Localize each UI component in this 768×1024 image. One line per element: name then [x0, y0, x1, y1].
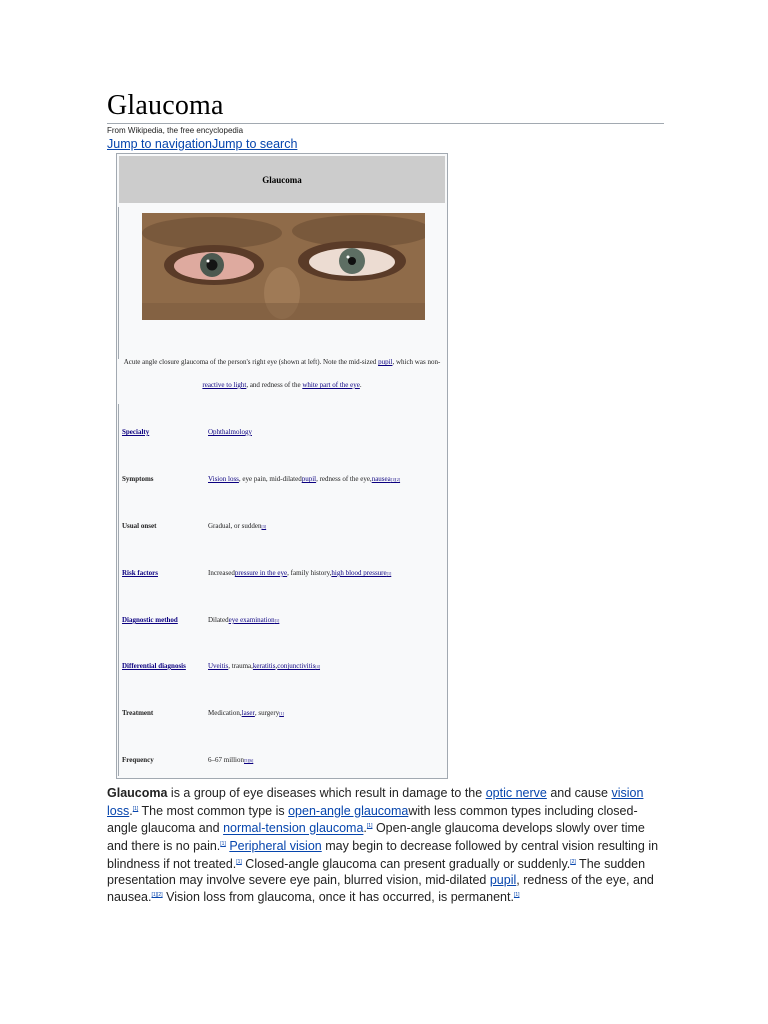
row-value: [208, 646, 320, 686]
citation-link[interactable]: [2]: [570, 858, 576, 865]
keratitis-link[interactable]: keratitis: [252, 662, 276, 670]
value-text: Dilated: [208, 616, 229, 624]
citation-link[interactable]: [1]: [274, 617, 280, 623]
risk-factors-link[interactable]: Risk factors: [122, 569, 158, 577]
row-value: [208, 553, 391, 593]
row-value: [208, 506, 266, 546]
citation-link[interactable]: [3]: [261, 523, 267, 529]
laser-link[interactable]: laser: [241, 709, 255, 717]
infobox-caption: [123, 351, 441, 397]
title-divider: [107, 123, 664, 124]
infobox-divider: [118, 207, 119, 359]
row-value: [208, 459, 400, 499]
row-label: Usual onset: [122, 522, 157, 530]
value-text: , family history,: [287, 569, 332, 577]
paragraph-text: .: [363, 821, 367, 836]
citation-link[interactable]: [1]: [236, 858, 242, 865]
paragraph-text: Vision loss from glaucoma, once it has occurred, is permanent.: [162, 890, 514, 905]
infobox-row-frequency: [117, 740, 447, 780]
conjunctivitis-link[interactable]: conjunctivitis: [277, 662, 316, 670]
vision-loss-link[interactable]: Vision loss: [208, 475, 239, 483]
paragraph-text: and cause: [546, 786, 612, 800]
citation-link[interactable]: [1]: [513, 892, 520, 899]
row-value: [208, 693, 284, 733]
citation-link[interactable]: [1][2]: [390, 476, 401, 482]
row-label: [122, 646, 186, 686]
paragraph-text: .: [129, 803, 133, 818]
value-text: , eye pain, mid-dilated: [238, 475, 302, 483]
infobox-row-risk-factors: [117, 553, 447, 593]
value-text: Medication,: [208, 709, 242, 717]
citation-link[interactable]: [1]: [366, 823, 373, 830]
specialty-link[interactable]: Specialty: [122, 428, 150, 436]
article-lead-paragraph: [107, 786, 667, 906]
page-title: Glaucoma: [107, 90, 224, 121]
pressure-in-eye-link[interactable]: pressure in the eye: [234, 569, 288, 577]
citation-link[interactable]: [1][2]: [151, 892, 163, 899]
glaucoma-eyes-image: [142, 213, 425, 320]
row-value: [208, 600, 279, 640]
site-tagline: From Wikipedia, the free encyclopedia: [107, 126, 244, 135]
infobox-row-specialty: [117, 412, 447, 452]
citation-link[interactable]: [1]: [386, 570, 392, 576]
infobox: [116, 153, 448, 779]
high-blood-pressure-link[interactable]: high blood pressure: [331, 569, 387, 577]
citation-link[interactable]: [1]: [132, 805, 139, 812]
row-label: Frequency: [122, 756, 154, 764]
paragraph-text: may begin to decrease followed by central vision resulting in blindness if not treated.: [107, 839, 659, 871]
row-label: [122, 600, 178, 640]
jump-links: [107, 137, 297, 151]
infobox-row-diagnostic: [117, 600, 447, 640]
open-angle-glaucoma-link[interactable]: open-angle glaucoma: [288, 803, 409, 818]
infobox-row-treatment: [117, 693, 447, 733]
pupil-link[interactable]: pupil: [378, 358, 393, 366]
value-text: 6–67 million: [208, 756, 244, 764]
white-part-of-eye-link[interactable]: white part of the eye: [302, 381, 360, 389]
article-subject: Glaucoma: [107, 786, 168, 800]
paragraph-text: The most common type is: [138, 803, 289, 818]
citation-link[interactable]: [4]: [315, 663, 321, 669]
infobox-row-onset: [117, 506, 447, 546]
value-text: , surgery: [254, 709, 280, 717]
infobox-row-differential: [117, 646, 447, 686]
pupil-link[interactable]: pupil: [489, 872, 517, 887]
peripheral-vision-link[interactable]: Peripheral vision: [229, 839, 322, 854]
uveitis-link[interactable]: Uveitis: [208, 662, 229, 670]
infobox-heading: Glaucoma: [119, 156, 445, 203]
vision-loss-link[interactable]: vision loss: [107, 786, 644, 818]
normal-tension-glaucoma-link[interactable]: normal-tension glaucoma: [223, 821, 364, 836]
row-label: Symptoms: [122, 475, 154, 483]
optic-nerve-link[interactable]: optic nerve: [485, 786, 547, 800]
eyes-photo-illustration: [142, 213, 425, 320]
row-value: [208, 412, 252, 452]
jump-to-navigation-link[interactable]: Jump to navigation: [107, 137, 212, 151]
eye-examination-link[interactable]: eye examination: [228, 616, 275, 624]
ophthalmology-link[interactable]: Ophthalmology: [208, 428, 252, 436]
value-text: ,: [275, 662, 278, 670]
jump-to-search-link[interactable]: Jump to search: [211, 137, 298, 151]
row-value: [208, 740, 253, 780]
diagnostic-method-link[interactable]: Diagnostic method: [122, 616, 178, 624]
row-label: Treatment: [122, 709, 154, 717]
row-label: [122, 412, 149, 452]
caption-text: Acute angle closure glaucoma of the person's right eye (shown at left). Note the mid-sized: [123, 358, 379, 366]
citation-link[interactable]: [1]: [279, 710, 284, 716]
caption-text: , which was non-: [392, 358, 441, 366]
citation-link[interactable]: [5][6]: [243, 757, 254, 763]
value-text: Increased: [208, 569, 235, 577]
pupil-link[interactable]: pupil: [301, 475, 317, 483]
paragraph-text: Open-angle glaucoma develops slowly over time and there is no pain.: [107, 821, 645, 854]
paragraph-text: , redness of the eye, and nausea.: [107, 872, 654, 905]
caption-text: .: [359, 381, 362, 389]
paragraph-text: The sudden presentation may involve severe eye pain, blurred vision, mid-dilated: [107, 857, 646, 887]
row-label: [122, 553, 158, 593]
value-text: , redness of the eye,: [316, 475, 372, 483]
citation-link[interactable]: [1]: [220, 841, 226, 848]
caption-text: , and redness of the: [246, 381, 303, 389]
infobox-row-symptoms: [117, 459, 447, 499]
nausea-link[interactable]: nausea: [371, 475, 391, 483]
reactive-to-light-link[interactable]: reactive to light: [202, 381, 247, 389]
paragraph-text: is a group of eye diseases which result in damage to the: [167, 786, 486, 800]
value-text: Gradual, or sudden: [208, 522, 262, 530]
value-text: , trauma,: [228, 662, 253, 670]
differential-diagnosis-link[interactable]: Differential diagnosis: [122, 662, 186, 670]
paragraph-text: with less common types including closed-angle glaucoma and: [107, 803, 638, 836]
paragraph-text: Closed-angle glaucoma can present gradually or suddenly.: [241, 857, 571, 871]
